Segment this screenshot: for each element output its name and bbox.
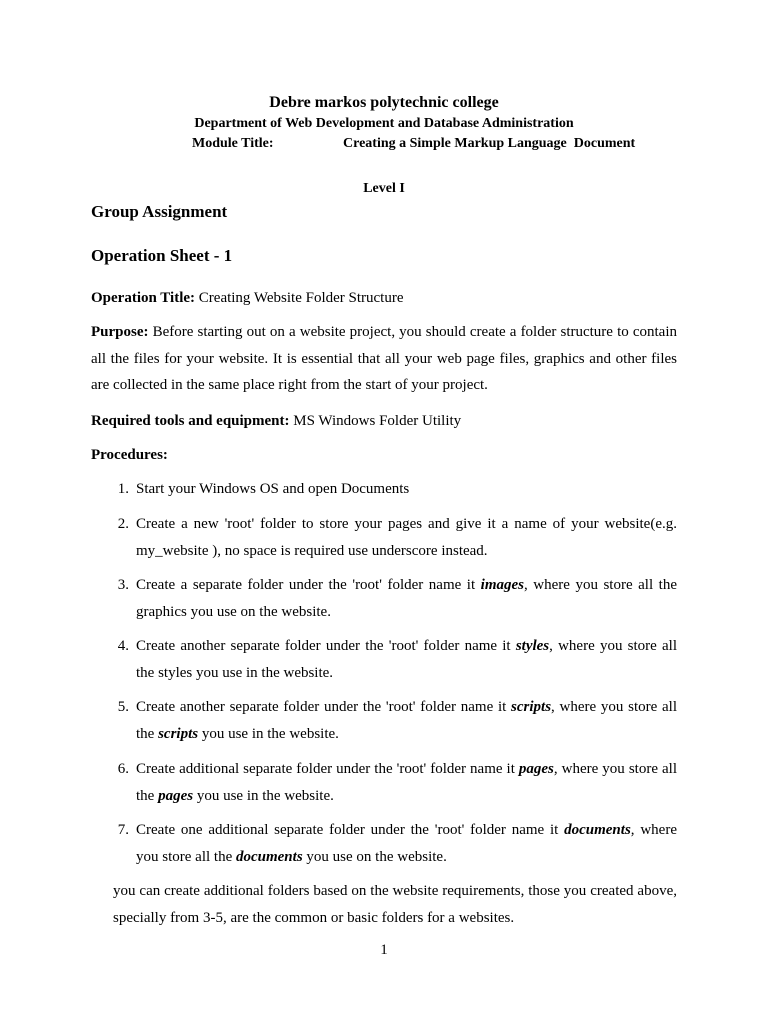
- operation-sheet-heading: Operation Sheet - 1: [91, 246, 233, 265]
- procedure-number: 4.: [117, 638, 129, 654]
- procedure-item: [111, 694, 677, 748]
- tools-label: Required tools and equipment:: [91, 413, 290, 429]
- procedures-heading: Procedures:: [91, 447, 168, 463]
- procedure-item: [111, 633, 677, 687]
- purpose-paragraph: [91, 319, 677, 399]
- college-name: Debre markos polytechnic college: [269, 94, 499, 111]
- page-number: 1: [380, 942, 388, 958]
- procedure-text: Start your Windows OS and open Documents: [136, 481, 410, 497]
- folder-name-scripts: scripts: [511, 699, 552, 715]
- operation-title-label: Operation Title:: [91, 290, 196, 306]
- procedure-item: [111, 511, 677, 565]
- procedure-text-part: you use on the website.: [302, 849, 447, 865]
- required-tools: [91, 408, 677, 435]
- folder-name-images: images: [480, 577, 524, 593]
- procedure-text: [136, 817, 677, 871]
- operation-title-value: Creating Website Folder Structure: [195, 290, 404, 306]
- purpose-text: Before starting out on a website project, you should create a folder structure to contain all the files for your website. It is essential that all your web page files, graphics and other files are collected in the same place right from the start of your project.: [91, 324, 677, 393]
- procedure-item: [111, 756, 677, 810]
- module-title-label: Module Title:: [192, 136, 274, 151]
- procedure-number: 5.: [117, 699, 129, 715]
- folder-name-pages-2: pages: [158, 788, 194, 804]
- folder-name-pages: pages: [518, 761, 554, 777]
- procedure-number: 1.: [117, 481, 129, 497]
- procedure-number: 6.: [117, 761, 129, 777]
- procedure-text-part: , where you store all the graphics you use on the website.: [136, 577, 677, 620]
- operation-title: [91, 285, 677, 312]
- procedure-number: 7.: [117, 822, 129, 838]
- procedure-text: [136, 694, 677, 748]
- procedure-number: 3.: [117, 577, 129, 593]
- procedure-text-part: Create another separate folder under the 'root' folder name it: [136, 638, 516, 654]
- procedure-text-part: , where you store all the: [136, 822, 677, 865]
- department-name: Department of Web Development and Database Administration: [194, 116, 574, 131]
- procedure-text-part: you use in the website.: [193, 788, 334, 804]
- module-title-value: Creating a Simple Markup Language Document: [343, 136, 636, 151]
- procedure-text-part: Create a separate folder under the 'root' folder name it: [136, 577, 481, 593]
- procedure-text-part: you use in the website.: [198, 726, 339, 742]
- procedure-text-part: Create one additional separate folder under the 'root' folder name it: [136, 822, 565, 838]
- procedure-text-part: Create additional separate folder under the 'root' folder name it: [136, 761, 519, 777]
- purpose-label: Purpose:: [91, 324, 149, 340]
- group-assignment-heading: Group Assignment: [91, 202, 228, 221]
- procedure-item: [111, 817, 677, 871]
- procedure-text: [136, 633, 677, 687]
- procedure-item: [111, 476, 677, 503]
- folder-name-documents-2: documents: [235, 849, 303, 865]
- folder-name-styles: styles: [515, 638, 550, 654]
- procedure-text-part: , where you store all the styles you use in the website.: [136, 638, 678, 681]
- level-label: Level I: [363, 181, 405, 196]
- closing-paragraph: you can create additional folders based on the website requirements, those you created above, specially from 3-5, are the common or basic folders for a websites.: [113, 883, 677, 926]
- procedure-text: [136, 572, 677, 626]
- tools-value: MS Windows Folder Utility: [289, 413, 462, 429]
- procedure-text-part: , where you store all the: [136, 699, 678, 742]
- procedure-text-part: , where you store all the: [136, 761, 677, 804]
- folder-name-scripts-2: scripts: [158, 726, 199, 742]
- procedure-number: 2.: [117, 516, 129, 532]
- procedure-text-part: Create another separate folder under the 'root' folder name it: [136, 699, 512, 715]
- procedure-text: [136, 756, 677, 810]
- procedure-item: [111, 572, 677, 626]
- folder-name-documents: documents: [564, 822, 631, 838]
- procedure-text: Create a new 'root' folder to store your pages and give it a name of your website(e.g. my_website ), no space is required use underscore instead.: [136, 516, 677, 559]
